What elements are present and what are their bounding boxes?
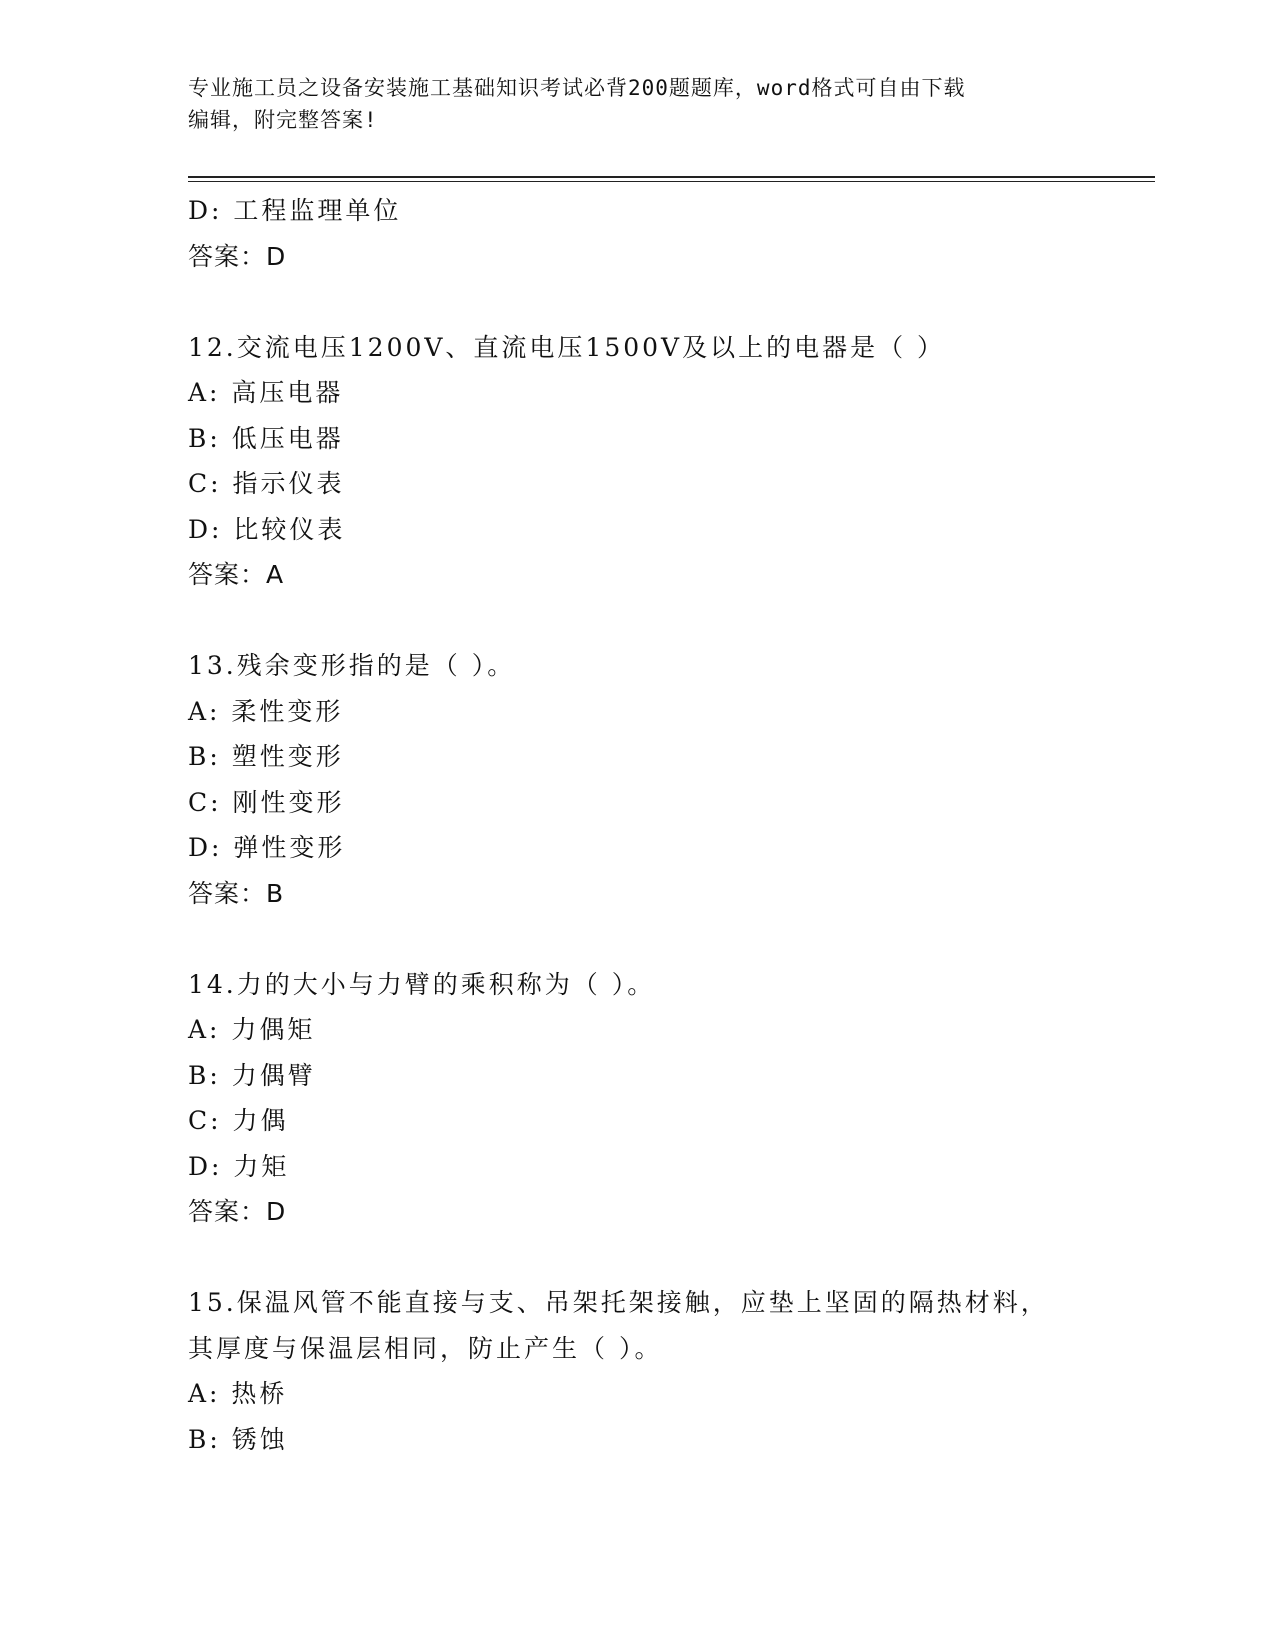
option-a: A: 柔性变形 — [188, 696, 344, 726]
spacer — [188, 279, 1128, 325]
document-header — [188, 72, 1088, 136]
option-d: D: 力矩 — [188, 1151, 290, 1181]
header-divider-thin — [188, 181, 1155, 182]
spacer — [188, 598, 1128, 644]
question-11-answer: 答案：D — [188, 241, 287, 271]
option-d: D: 比较仪表 — [188, 514, 346, 544]
question-stem: 13.残余变形指的是（ ）。 — [188, 651, 516, 680]
question-12 — [188, 325, 1128, 598]
answer: 答案：A — [188, 560, 285, 589]
header-line-2: 编辑，附完整答案! — [188, 108, 378, 132]
option-b: B: 塑性变形 — [188, 742, 344, 771]
spacer — [188, 916, 1128, 962]
question-13 — [188, 643, 1128, 916]
option-c: C: 刚性变形 — [188, 787, 345, 817]
header-divider-thick — [188, 176, 1155, 178]
option-a: A: 热桥 — [188, 1379, 288, 1408]
option-b: B: 低压电器 — [188, 423, 344, 453]
option-c: C: 指示仪表 — [188, 469, 345, 498]
answer: 答案：D — [188, 1197, 287, 1226]
answer: 答案：B — [188, 878, 285, 908]
question-stem: 14.力的大小与力臂的乘积称为（ ）。 — [188, 969, 656, 999]
question-11-option-d: D: 工程监理单位 — [188, 196, 402, 225]
question-stem-line-2: 其厚度与保温层相同，防止产生（ ）。 — [188, 1333, 663, 1363]
question-list — [188, 188, 1128, 1462]
option-a: A: 力偶矩 — [188, 1015, 316, 1044]
option-c: C: 力偶 — [188, 1106, 289, 1135]
question-stem-line-1: 15.保温风管不能直接与支、吊架托架接触，应垫上坚固的隔热材料， — [188, 1288, 1049, 1317]
spacer — [188, 1235, 1128, 1281]
header-line-1: 专业施工员之设备安装施工基础知识考试必背200题题库，word格式可自由下载 — [188, 76, 966, 100]
option-b: B: 力偶臂 — [188, 1060, 316, 1090]
option-a: A: 高压电器 — [188, 378, 344, 407]
question-stem: 12.交流电压1200V、直流电压1500V及以上的电器是（ ） — [188, 332, 946, 362]
option-d: D: 弹性变形 — [188, 833, 346, 862]
question-14 — [188, 962, 1128, 1235]
option-b: B: 锈蚀 — [188, 1424, 288, 1454]
question-15 — [188, 1280, 1128, 1462]
